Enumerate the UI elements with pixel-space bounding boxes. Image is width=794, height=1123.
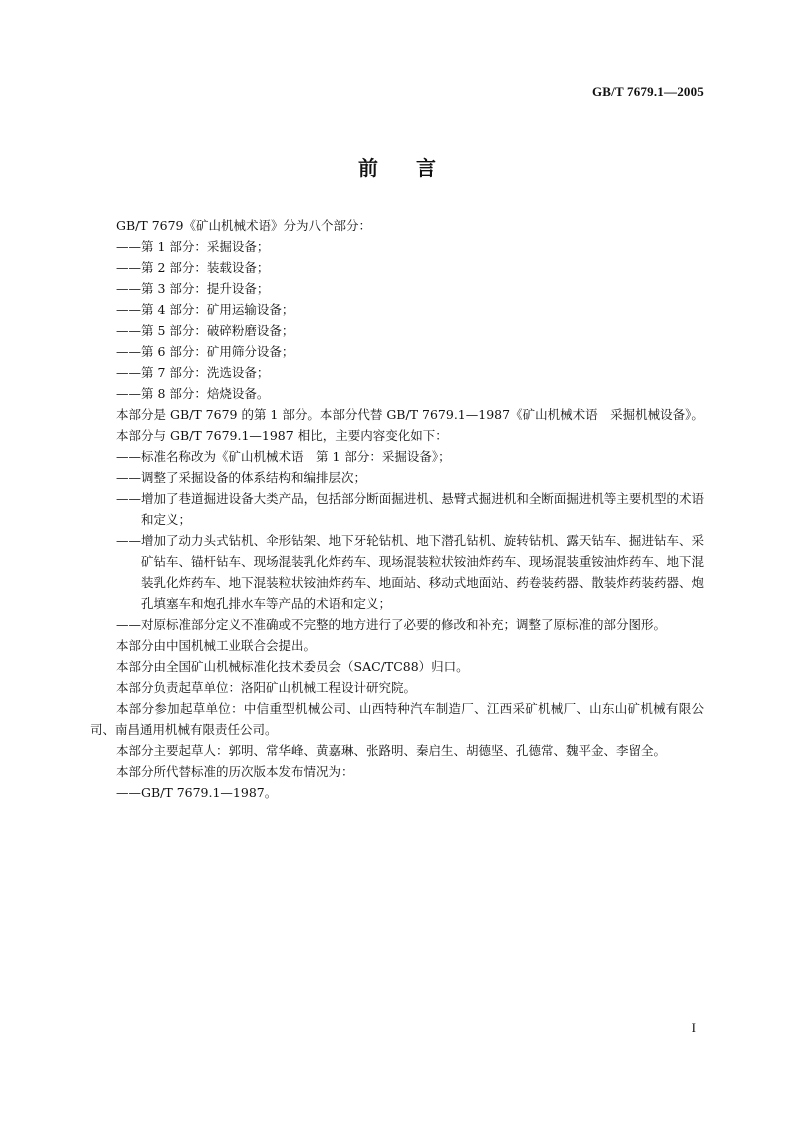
list-item-text: 标准名称改为《矿山机械术语 第 1 部分：采掘设备》；	[141, 449, 451, 464]
paragraph: 本部分与 GB/T 7679.1—1987 相比，主要内容变化如下：	[116, 428, 448, 443]
list-item-text: 调整了采掘设备的体系结构和编排层次；	[141, 470, 367, 485]
list-item-text: 增加了动力头式钻机、伞形钻架、地下牙轮钻机、地下潜孔钻机、旋转钻机、露天钻车、掘进钻车、采矿钻车、锚杆钻车、现场混装乳化炸药车、现场混装粒状铵油炸药车、现场混装重铵油炸药车、地下混装乳化炸药车、地下混装粒状铵油炸药车、地面站、移动式地面站、药卷装药器、散装炸药装药器、炮孔填塞车和炮孔排水车等产品的术语和定义；	[141, 533, 704, 611]
paragraph: 本部分负责起草单位：洛阳矿山机械工程设计研究院。	[116, 680, 417, 695]
list-item	[90, 488, 704, 530]
paragraph: 本部分参加起草单位：中信重型机械公司、山西特种汽车制造厂、江西采矿机械厂、山东山矿机械有限公司、南昌通用机械有限责任公司。	[90, 701, 704, 737]
dash-mark: ——	[116, 491, 141, 506]
list-item-text: 增加了巷道掘进设备大类产品，包括部分断面掘进机、悬臂式掘进机和全断面掘进机等主要机型的术语和定义；	[141, 491, 704, 527]
dash-mark: ——	[116, 239, 141, 254]
list-item	[90, 257, 704, 278]
list-item	[90, 320, 704, 341]
list-item-text: 第 8 部分：焙烧设备。	[141, 386, 270, 401]
paragraph: 本部分由全国矿山机械标准化技术委员会（SAC/TC88）归口。	[116, 659, 469, 674]
standard-code: GB/T 7679.1—2005	[591, 84, 704, 99]
paragraph: 本部分是 GB/T 7679 的第 1 部分。本部分代替 GB/T 7679.1—1987《矿山机械术语 采掘机械设备》。	[116, 407, 704, 422]
paragraph: 本部分所代替标准的历次版本发布情况为：	[116, 764, 354, 779]
dash-mark: ——	[116, 281, 141, 296]
dash-mark: ——	[116, 533, 141, 548]
paragraph: 本部分主要起草人：郭明、常华峰、黄嘉琳、张路明、秦启生、胡德坚、孔德常、魏平金、李留全。	[116, 743, 667, 758]
dash-mark: ——	[116, 470, 141, 485]
dash-mark: ——	[116, 617, 141, 632]
document-body	[90, 215, 704, 803]
list-item-text: 第 4 部分：矿用运输设备；	[141, 302, 295, 317]
list-item-text: 第 1 部分：采掘设备；	[141, 239, 270, 254]
list-item-text: 第 6 部分：矿用筛分设备；	[141, 344, 295, 359]
dash-mark: ——	[116, 449, 141, 464]
dash-mark: ——	[116, 323, 141, 338]
list-item-text: 第 7 部分：洗选设备；	[141, 365, 270, 380]
list-item	[90, 614, 704, 635]
list-item	[90, 341, 704, 362]
list-item-text: 第 2 部分：装载设备；	[141, 260, 270, 275]
page-title: 前言	[358, 156, 474, 180]
list-item-text: GB/T 7679.1—1987。	[141, 785, 278, 800]
list-item	[90, 530, 704, 614]
page-number: I	[691, 1020, 696, 1035]
paragraph: 本部分由中国机械工业联合会提出。	[116, 638, 317, 653]
list-item-text: 对原标准部分定义不准确或不完整的地方进行了必要的修改和补充；调整了原标准的部分图形。	[141, 617, 667, 632]
list-item	[90, 278, 704, 299]
list-item	[90, 383, 704, 404]
list-item-text: 第 5 部分：破碎粉磨设备；	[141, 323, 295, 338]
list-item	[90, 467, 704, 488]
dash-mark: ——	[116, 260, 141, 275]
list-item	[90, 236, 704, 257]
list-item	[90, 782, 704, 803]
dash-mark: ——	[116, 302, 141, 317]
list-item	[90, 362, 704, 383]
dash-mark: ——	[116, 365, 141, 380]
dash-mark: ——	[116, 785, 141, 800]
dash-mark: ——	[116, 344, 141, 359]
list-item	[90, 299, 704, 320]
paragraph: GB/T 7679《矿山机械术语》分为八个部分：	[116, 218, 372, 233]
list-item	[90, 446, 704, 467]
dash-mark: ——	[116, 386, 141, 401]
list-item-text: 第 3 部分：提升设备；	[141, 281, 270, 296]
